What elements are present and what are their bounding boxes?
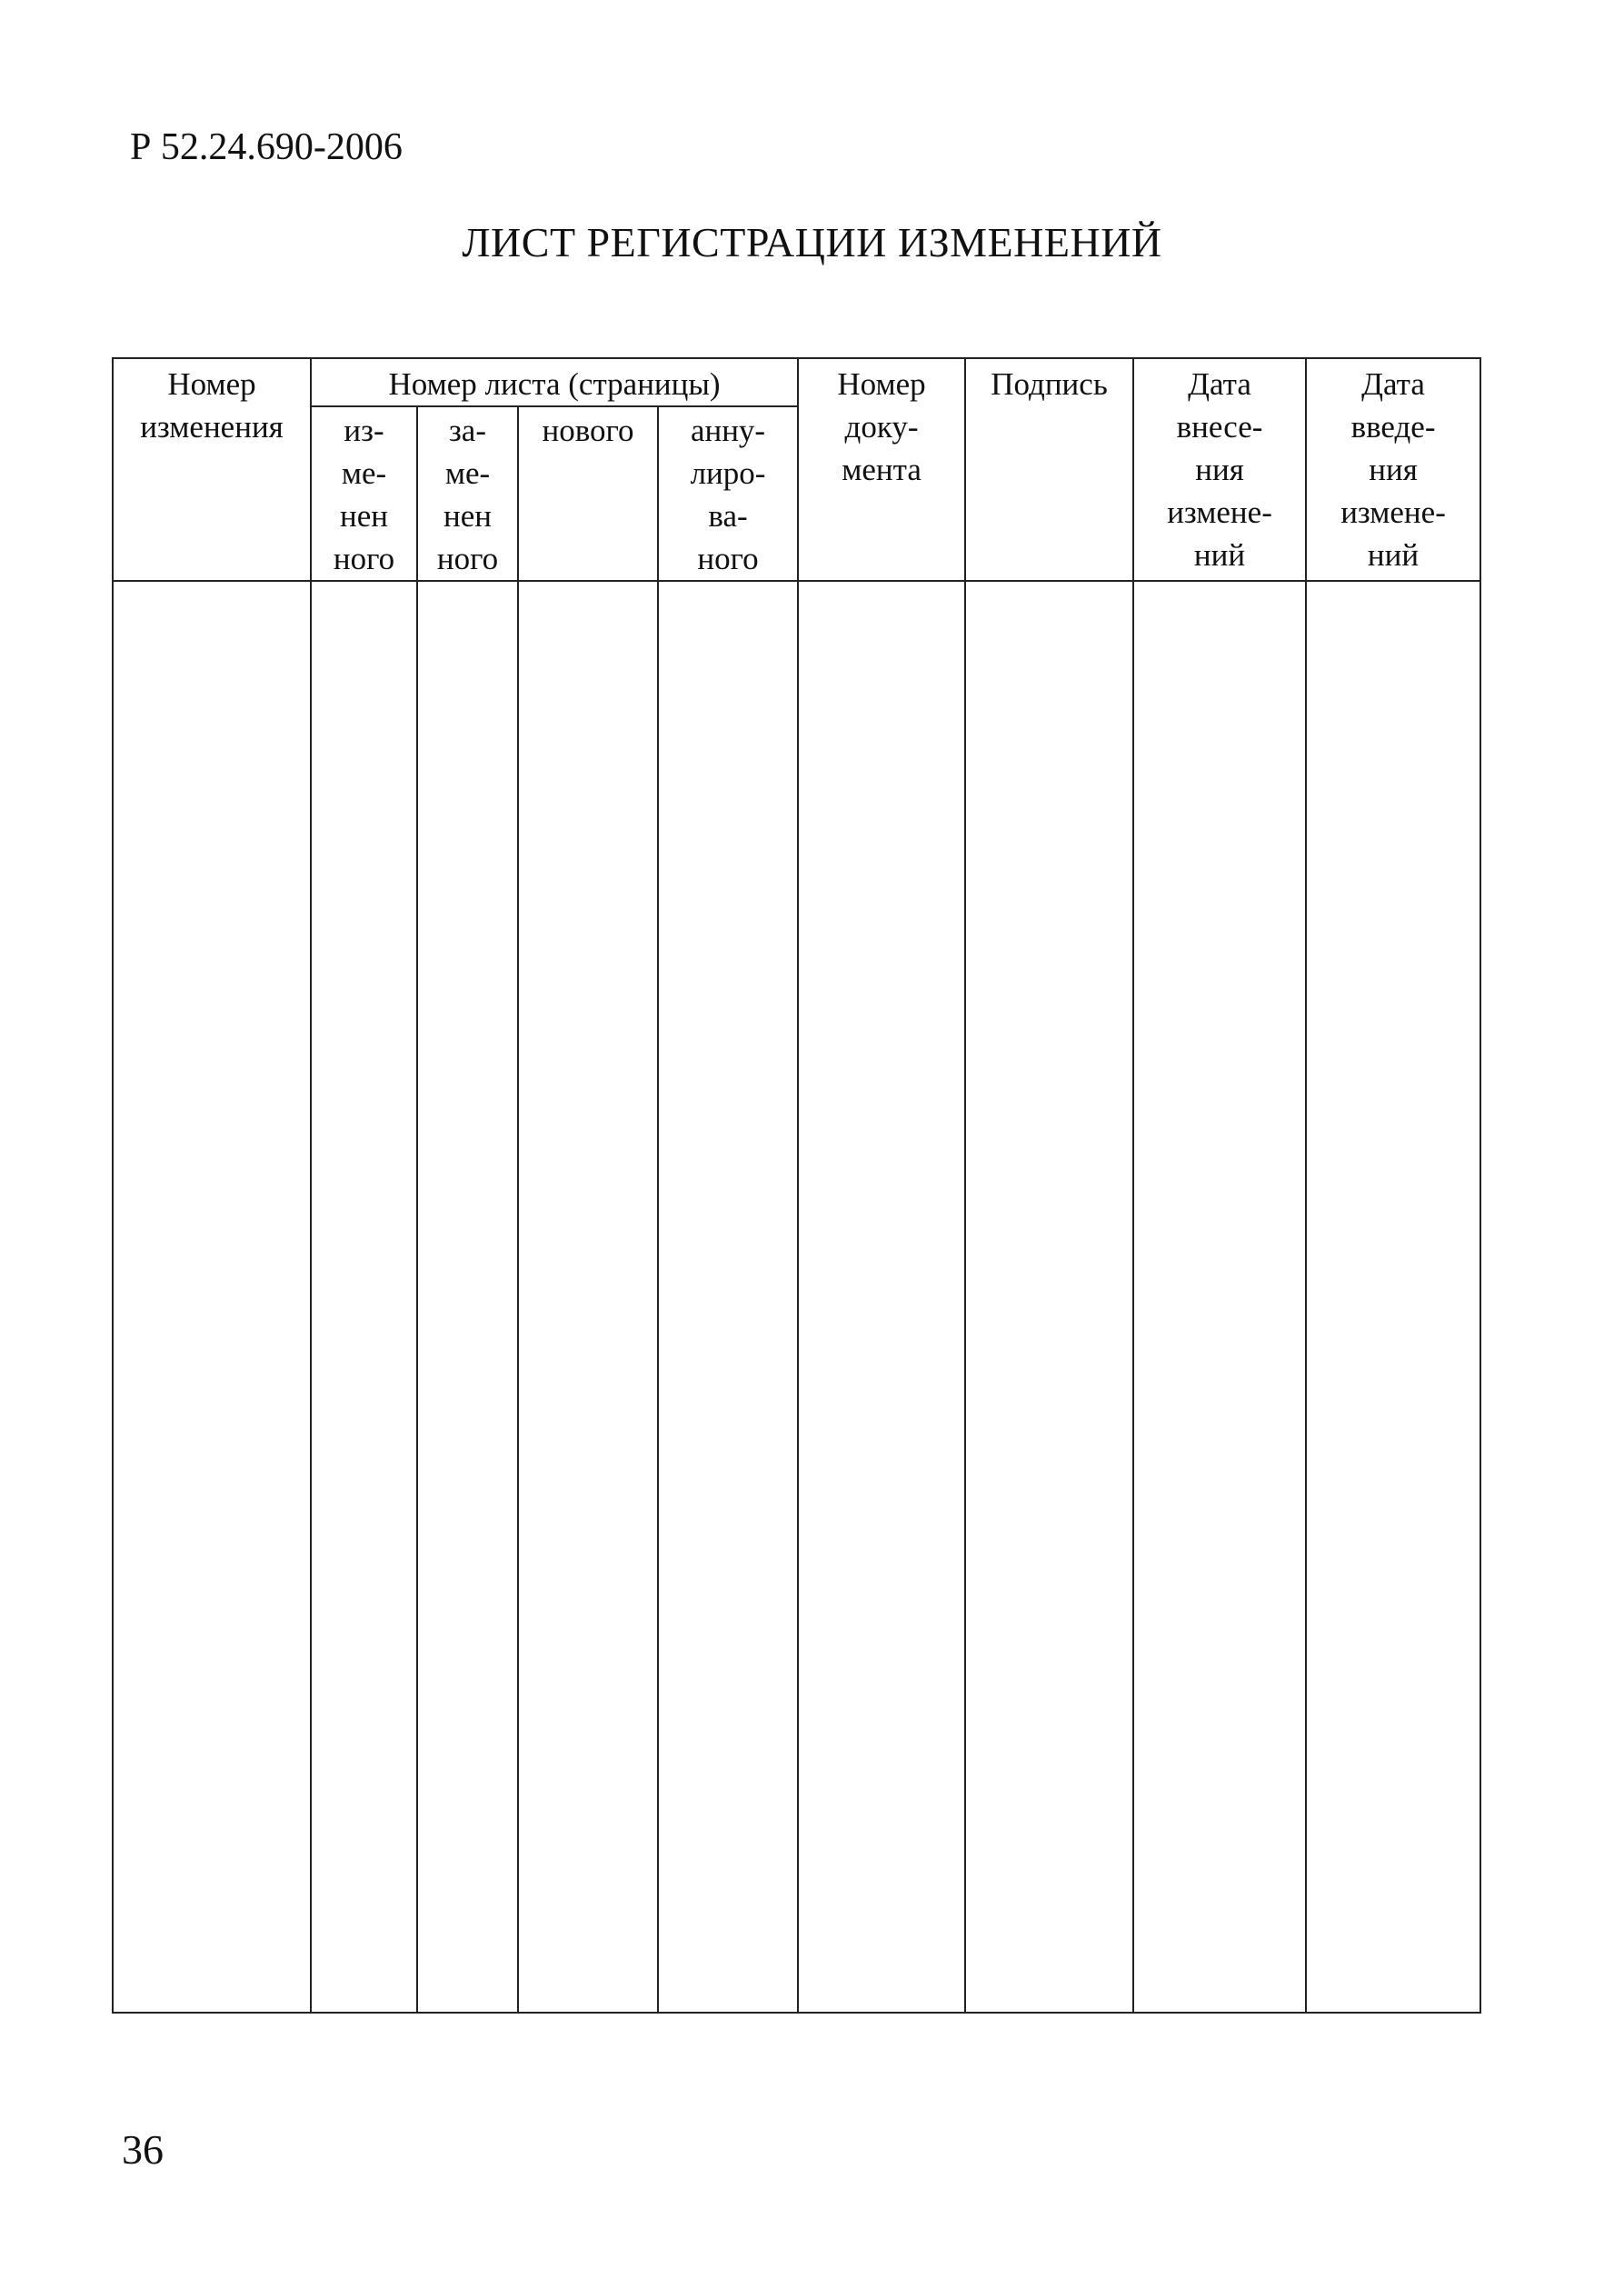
- page-title: ЛИСТ РЕГИСТРАЦИИ ИЗМЕНЕНИЙ: [462, 219, 1162, 265]
- header-change-number: Номер изменения: [113, 358, 311, 581]
- cell-signature[interactable]: [965, 581, 1133, 2013]
- change-registration-table: [112, 357, 1481, 2014]
- cell-document-number[interactable]: [798, 581, 965, 2013]
- cell-date-effective[interactable]: [1306, 581, 1480, 2013]
- header-sheet-replaced: за- ме- нен ного: [417, 406, 518, 581]
- cell-change-number[interactable]: [113, 581, 311, 2013]
- header-document-number: Номер доку- мента: [798, 358, 965, 581]
- header-date-effective: Дата введе- ния измене- ний: [1306, 358, 1480, 581]
- header-signature: Подпись: [965, 358, 1133, 581]
- header-sheet-changed: из- ме- нен ного: [311, 406, 417, 581]
- page-number: 36: [122, 2126, 164, 2173]
- cell-date-entered[interactable]: [1133, 581, 1306, 2013]
- header-sheet-new: нового: [518, 406, 658, 581]
- header-sheet-annulled: анну- лиро- ва- ного: [658, 406, 798, 581]
- cell-sheet-replaced[interactable]: [417, 581, 518, 2013]
- cell-sheet-new[interactable]: [518, 581, 658, 2013]
- header-sheet-number-group: Номер листа (страницы): [311, 358, 798, 406]
- cell-sheet-changed[interactable]: [311, 581, 417, 2013]
- cell-sheet-annulled[interactable]: [658, 581, 798, 2013]
- header-date-entered: Дата внесе- ния измене- ний: [1133, 358, 1306, 581]
- table-row: [113, 581, 1480, 2013]
- document-code: Р 52.24.690-2006: [130, 126, 403, 168]
